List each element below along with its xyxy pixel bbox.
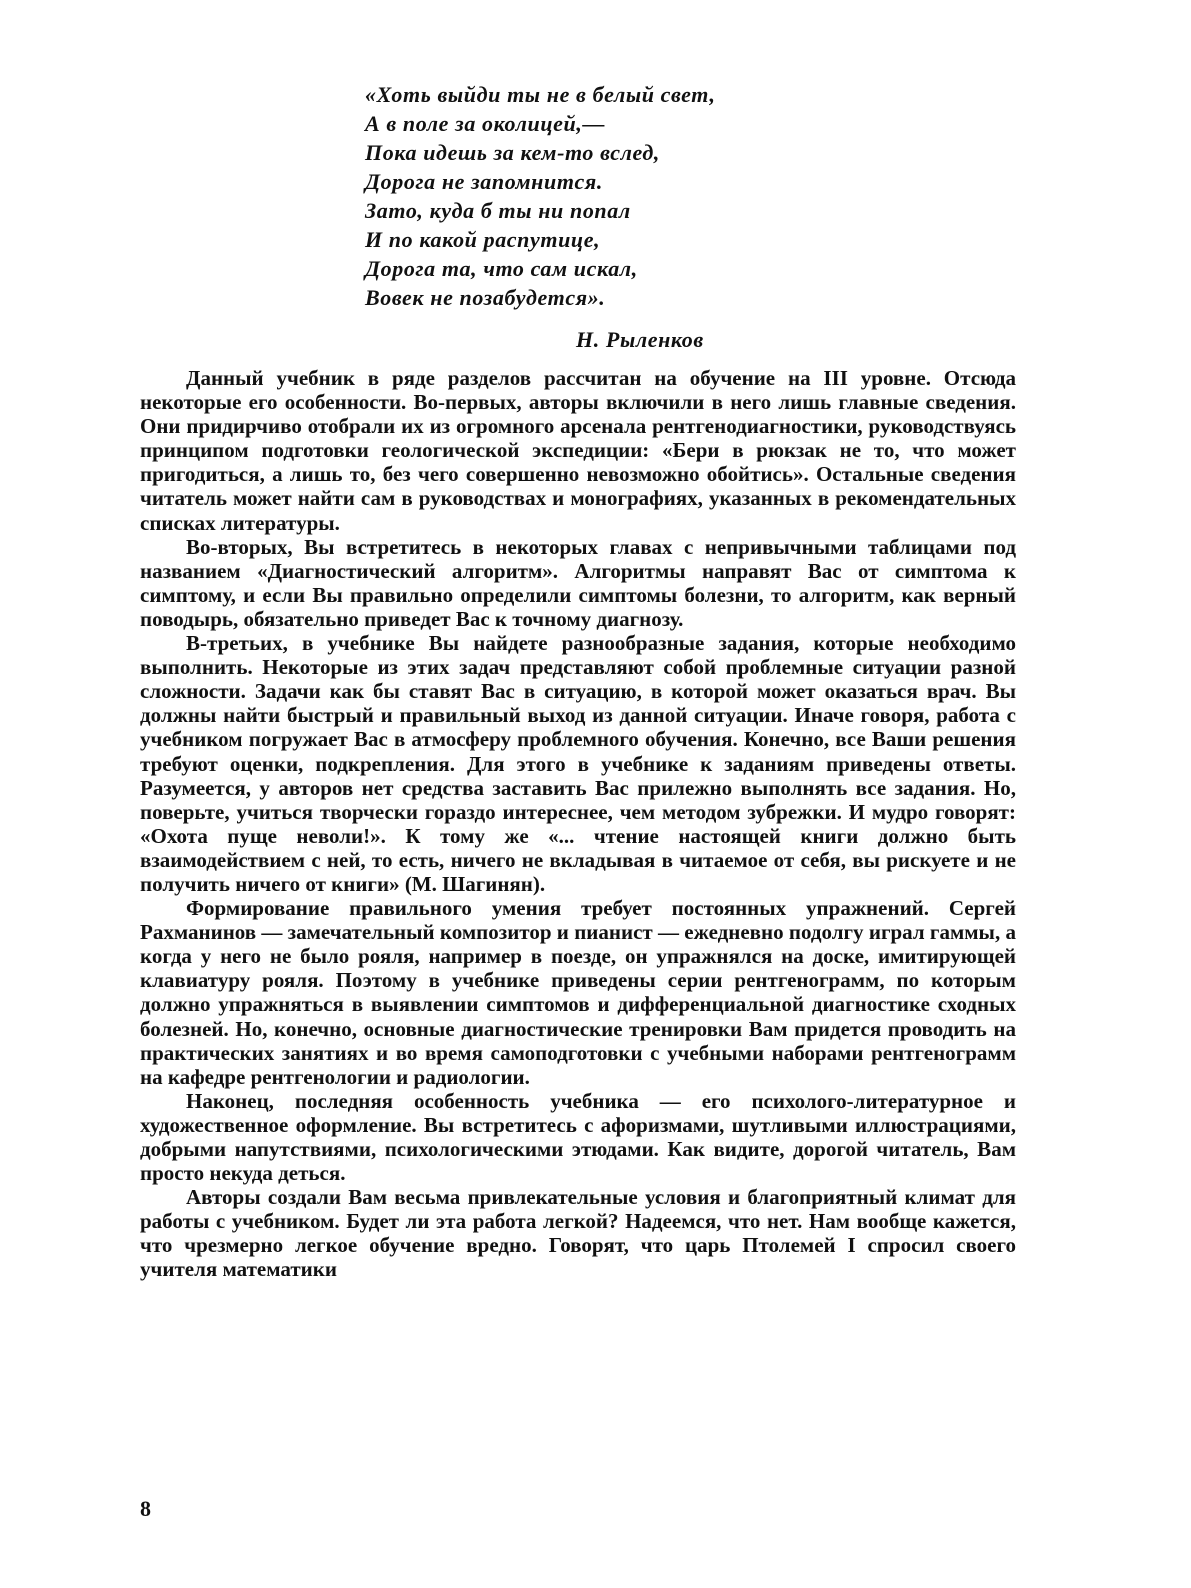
epigraph-line: Дорога не запомнится.: [365, 169, 603, 194]
epigraph-line: А в поле за околицей,—: [365, 111, 606, 136]
paragraph: Во-вторых, Вы встретитесь в некоторых главах с непривычными таблицами под названием «Диагностический алгоритм». Алгоритмы направят Вас от симптома к симптому, и если Вы правильно определили симптомы болезни, то алгоритм, как верный поводырь, обязательно приведет Вас к точному диагнозу.: [140, 534, 1016, 631]
epigraph-line: Дорога та, что сам искал,: [365, 256, 638, 281]
epigraph-author: Н. Рыленков: [576, 327, 704, 352]
epigraph-line: И по какой распутице,: [365, 227, 601, 252]
epigraph-line: Вовек не позабудется».: [365, 285, 606, 310]
paragraph: Авторы создали Вам весьма привлекательные условия и благоприятный климат для работы с учебником. Будет ли эта работа легкой? Надеемся, что нет. Нам вообще кажется, что чрезмерно легкое обучение вредно. Говорят, что царь Птолемей I спросил своего учителя математики: [140, 1185, 1016, 1282]
epigraph-line: Пока идешь за кем-то вслед,: [365, 140, 660, 165]
epigraph: [365, 80, 885, 312]
paragraph: Формирование правильного умения требует постоянных упражнений. Сергей Рахманинов — замечательный композитор и пианист — ежедневно подолгу играл гаммы, а когда у него не было рояля, например в поезде, он упражнялся на доске, имитирующей клавиатуру рояля. Поэтому в учебнике приведены серии рентгенограмм, по которым должно упражняться в выявлении симптомов и дифференциальной диагностике сходных болезней. Но, конечно, основные диагностические тренировки Вам придется проводить на практических занятиях и во время самоподготовки с учебными наборами рентгенограмм на кафедре рентгенологии и радиологии.: [140, 896, 1016, 1089]
paragraph: Наконец, последняя особенность учебника — его психолого-литературное и художественное оформление. Вы встретитесь с афоризмами, шутливыми иллюстрациями, добрыми напутствиями, психологическими этюдами. Как видите, дорогой читатель, Вам просто некуда деться.: [140, 1088, 1016, 1186]
paragraph: Данный учебник в ряде разделов рассчитан на обучение на III уровне. Отсюда некоторые его особенности. Во-первых, авторы включили в него лишь главные сведения. Они придирчиво отобрали их из огромного арсенала рентгенодиагностики, руководствуясь принципом подготовки геологической экспедиции: «Бери в рюкзак не то, что может пригодиться, а лишь то, без чего совершенно невозможно обойтись». Остальные сведения читатель может найти сам в руководствах и монографиях, указанных в рекомендательных списках литературы.: [140, 366, 1016, 535]
paragraph: В-третьих, в учебнике Вы найдете разнообразные задания, которые необходимо выполнить. Некоторые из этих задач представляют собой проблемные ситуации разной сложности. Задачи как бы ставят Вас в ситуацию, в которой может оказаться врач. Вы должны найти быстрый и правильный выход из данной ситуации. Иначе говоря, работа с учебником погружает Вас в атмосферу проблемного обучения. Конечно, все Ваши решения требуют оценки, подкрепления. Для этого в учебнике к заданиям приведены ответы. Разумеется, у авторов нет средства заставить Вас прилежно выполнять все задания. Но, поверьте, учиться творчески гораздо интереснее, чем методом зубрежки. И мудро говорят: «Охота пуще неволи!». К тому же «... чтение настоящей книги должно быть взаимодействием с ней, то есть, ничего не вкладывая в читаемое от себя, вы рискуете и не получить ничего от книги» (М. Шагинян).: [140, 631, 1016, 896]
page-number: 8: [140, 1496, 151, 1521]
epigraph-line: «Хоть выйди ты не в белый свет,: [365, 82, 716, 107]
epigraph-line: Зато, куда б ты ни попал: [365, 198, 631, 223]
body-text: [140, 366, 1016, 1282]
